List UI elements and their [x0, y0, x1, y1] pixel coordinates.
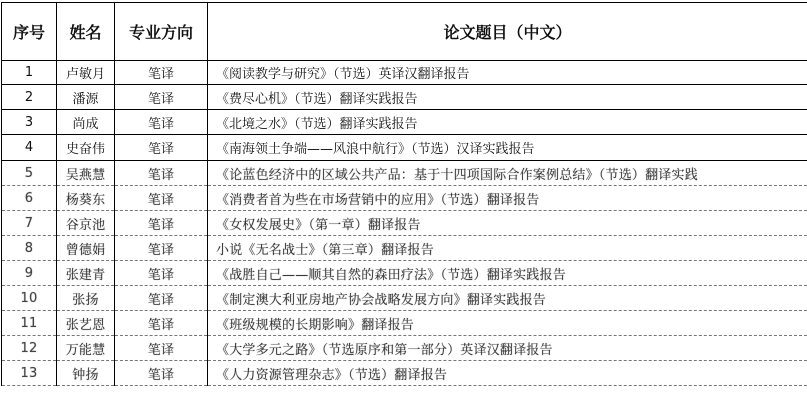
cell-num [2, 135, 57, 161]
cell-num [2, 286, 57, 311]
cell-name-text: 张建青 [65, 267, 106, 283]
cell-name-text: 卢敏月 [65, 67, 105, 82]
cell-name-text: 曾德娟 [65, 242, 106, 258]
cell-num-text: 8 [24, 240, 34, 256]
cell-title [208, 286, 807, 311]
cell-num [2, 161, 57, 186]
table-row [2, 85, 807, 110]
cell-major [115, 85, 208, 110]
cell-name [57, 286, 115, 311]
cell-name-text: 潘源 [72, 91, 99, 107]
thesis-table [1, 2, 807, 386]
cell-num-text: 3 [24, 114, 34, 130]
cell-major [115, 361, 208, 386]
table-row [2, 311, 807, 336]
table-row [2, 110, 807, 135]
cell-name-text: 史奋伟 [65, 142, 105, 157]
cell-title-text: 小说《无名战士》（第三章）翻译报告 [216, 242, 434, 258]
table-row [2, 135, 807, 161]
cell-major-text: 笔译 [147, 292, 175, 308]
cell-name [57, 236, 115, 261]
cell-name-text: 万能慧 [65, 342, 106, 358]
header-name: 姓名 [57, 3, 115, 61]
table-row [2, 236, 807, 261]
cell-num [2, 311, 57, 336]
cell-major [115, 286, 208, 311]
cell-major-text: 笔译 [147, 242, 175, 258]
table-row [2, 286, 807, 311]
cell-name [57, 61, 115, 85]
cell-major-text: 笔译 [147, 167, 175, 183]
cell-title-text: 《北境之水》（节选）翻译实践报告 [216, 116, 418, 132]
header-row [2, 3, 807, 61]
cell-title-text: 《南海领土争端——风浪中航行》（节选）汉译实践报告 [216, 142, 535, 157]
cell-num [2, 110, 57, 135]
cell-num-text: 12 [20, 340, 38, 356]
cell-num-text: 2 [24, 89, 34, 105]
cell-major [115, 61, 208, 85]
cell-major [115, 161, 208, 186]
cell-name [57, 336, 115, 361]
cell-num [2, 211, 57, 236]
table-row [2, 361, 807, 386]
cell-title [208, 110, 807, 135]
cell-name-text: 谷京池 [65, 217, 106, 233]
cell-title [208, 261, 807, 286]
cell-num-text: 4 [24, 140, 34, 155]
cell-num-text: 9 [24, 265, 34, 281]
cell-num-text: 10 [20, 290, 38, 306]
cell-num [2, 61, 57, 85]
cell-num-text: 11 [20, 315, 38, 331]
cell-title-text: 《班级规模的长期影响》翻译报告 [216, 317, 415, 333]
cell-name [57, 311, 115, 336]
cell-major [115, 261, 208, 286]
cell-num-text: 1 [24, 65, 34, 80]
cell-title-text: 《阅读教学与研究》（节选）英译汉翻译报告 [216, 67, 470, 82]
cell-name [57, 110, 115, 135]
cell-title-text: 《费尽心机》（节选）翻译实践报告 [216, 91, 418, 107]
cell-major-text: 笔译 [147, 192, 175, 208]
cell-title [208, 311, 807, 336]
table-row [2, 336, 807, 361]
cell-title [208, 336, 807, 361]
cell-name [57, 211, 115, 236]
cell-major-text: 笔译 [147, 317, 175, 333]
cell-title-text: 《大学多元之路》（节选原序和第一部分）英译汉翻译报告 [216, 342, 553, 358]
cell-name [57, 186, 115, 211]
cell-major [115, 336, 208, 361]
cell-major [115, 236, 208, 261]
cell-num-text: 7 [24, 215, 34, 231]
cell-name [57, 85, 115, 110]
cell-title [208, 85, 807, 110]
table-row [2, 211, 807, 236]
cell-title-text: 《战胜自己——顺其自然的森田疗法》（节选）翻译实践报告 [216, 267, 566, 283]
header-num: 序号 [2, 3, 57, 61]
cell-title-text: 《人力资源管理杂志》（节选）翻译报告 [216, 367, 448, 383]
cell-name-text: 张艺恩 [65, 317, 106, 333]
cell-major-text: 笔译 [147, 342, 175, 358]
table-row [2, 186, 807, 211]
cell-major [115, 311, 208, 336]
cell-num [2, 261, 57, 286]
cell-major [115, 135, 208, 161]
table-row [2, 261, 807, 286]
cell-num-text: 5 [24, 165, 34, 181]
cell-num-text: 6 [24, 190, 34, 206]
cell-num [2, 236, 57, 261]
cell-num-text: 13 [20, 365, 38, 381]
cell-name-text: 杨葵东 [65, 192, 106, 208]
table-row [2, 61, 807, 85]
cell-major-text: 笔译 [147, 217, 175, 233]
cell-title-text: 《消费者首为些在市场营销中的应用》（节选）翻译报告 [216, 192, 540, 208]
cell-num [2, 336, 57, 361]
cell-title [208, 211, 807, 236]
cell-major-text: 笔译 [147, 67, 174, 82]
cell-name-text: 尚成 [72, 116, 99, 132]
cell-title [208, 186, 807, 211]
cell-name [57, 161, 115, 186]
cell-title-text: 《论蓝色经济中的区域公共产品：基于十四项国际合作案例总结》（节选）翻译实践 [216, 167, 698, 183]
cell-title [208, 161, 807, 186]
cell-name-text: 吴燕慧 [65, 167, 106, 183]
cell-major-text: 笔译 [147, 367, 175, 383]
cell-num [2, 361, 57, 386]
cell-name [57, 361, 115, 386]
cell-name [57, 261, 115, 286]
cell-major [115, 110, 208, 135]
cell-title [208, 135, 807, 161]
cell-title-text: 《制定澳大利亚房地产协会战略发展方向》翻译实践报告 [216, 292, 547, 308]
header-title: 论文题目（中文） [208, 3, 807, 61]
cell-name-text: 张扬 [72, 292, 99, 308]
cell-title [208, 236, 807, 261]
header-major: 专业方向 [115, 3, 208, 61]
cell-major [115, 186, 208, 211]
cell-major-text: 笔译 [147, 91, 174, 107]
cell-title [208, 61, 807, 85]
cell-num [2, 186, 57, 211]
table-row [2, 161, 807, 186]
cell-major-text: 笔译 [147, 116, 174, 132]
cell-major-text: 笔译 [147, 142, 174, 157]
cell-title [208, 361, 807, 386]
cell-name-text: 钟扬 [72, 367, 99, 383]
cell-num [2, 85, 57, 110]
cell-title-text: 《女权发展史》（第一章）翻译报告 [216, 217, 421, 233]
cell-major-text: 笔译 [147, 267, 175, 283]
cell-major [115, 211, 208, 236]
cell-name [57, 135, 115, 161]
